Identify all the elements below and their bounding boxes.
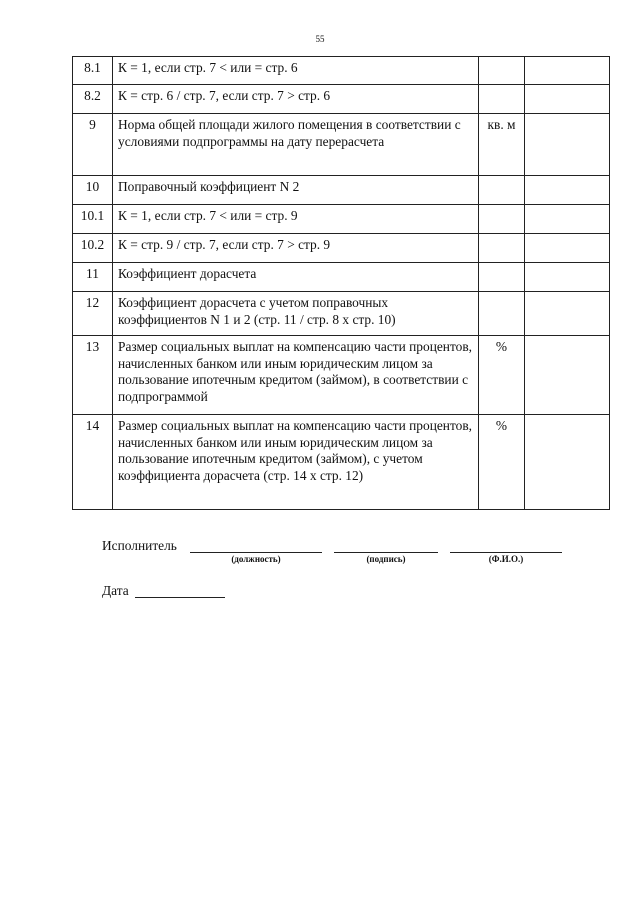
row-value-cell [525,234,610,263]
row-unit [479,234,525,263]
row-unit [479,205,525,234]
table-row [73,336,610,415]
signature-blank [334,552,438,553]
date-label: Дата [102,583,129,598]
row-number: 8.1 [73,57,113,85]
row-description: Размер социальных выплат на компенсацию части процентов, начисленных банком или иным юридическим лицом за пользование ипотечным кредитом (займом), в соответствии с подпрограммой [113,336,479,415]
row-number: 13 [73,336,113,415]
row-value-cell [525,57,610,85]
row-value-cell [525,85,610,114]
row-description: К = стр. 6 / стр. 7, если стр. 7 > стр. 6 [113,85,479,114]
table-row [73,234,610,263]
row-number: 9 [73,114,113,176]
row-unit [479,85,525,114]
signature-caption: (подпись) [366,554,406,564]
row-value-cell [525,205,610,234]
date-block [102,583,302,603]
position-caption: (должность) [231,554,281,564]
table-row [73,114,610,176]
row-description: Поправочный коэффициент N 2 [113,176,479,205]
row-description: Норма общей площади жилого помещения в соответствии с условиями подпрограммы на дату перерасчета [113,114,479,176]
table-row [73,292,610,336]
row-value-cell [525,114,610,176]
row-value-cell [525,292,610,336]
row-number: 11 [73,263,113,292]
row-description: Коэффициент дорасчета с учетом поправочных коэффициентов N 1 и 2 (стр. 11 / стр. 8 x стр. 10) [113,292,479,336]
row-unit: % [479,415,525,510]
table-row [73,57,610,85]
row-number: 14 [73,415,113,510]
row-unit [479,292,525,336]
row-unit [479,263,525,292]
page-number: 55 [315,34,325,44]
table-row [73,85,610,114]
row-unit: кв. м [479,114,525,176]
row-number: 10.1 [73,205,113,234]
row-value-cell [525,176,610,205]
row-description: К = стр. 9 / стр. 7, если стр. 7 > стр. 9 [113,234,479,263]
table-row [73,263,610,292]
row-description: Коэффициент дорасчета [113,263,479,292]
row-description: К = 1, если стр. 7 < или = стр. 9 [113,205,479,234]
row-number: 12 [73,292,113,336]
row-value-cell [525,263,610,292]
row-unit [479,57,525,85]
table-row [73,415,610,510]
row-number: 10.2 [73,234,113,263]
name-blank [450,552,562,553]
row-number: 10 [73,176,113,205]
row-number: 8.2 [73,85,113,114]
signature-block [102,538,572,568]
row-description: Размер социальных выплат на компенсацию части процентов, начисленных банком или иным юридическим лицом за пользование ипотечным кредитом (займом), с учетом коэффициента дорасчета (стр. 14 x стр. 12) [113,415,479,510]
row-value-cell [525,415,610,510]
position-blank [190,552,322,553]
executor-label: Исполнитель [102,538,177,553]
row-value-cell [525,336,610,415]
calculation-table [72,56,610,510]
table-row [73,176,610,205]
row-unit: % [479,336,525,415]
row-description: К = 1, если стр. 7 < или = стр. 6 [113,57,479,85]
name-caption: (Ф.И.О.) [488,554,524,564]
row-unit [479,176,525,205]
table-row [73,205,610,234]
date-blank [135,597,225,598]
